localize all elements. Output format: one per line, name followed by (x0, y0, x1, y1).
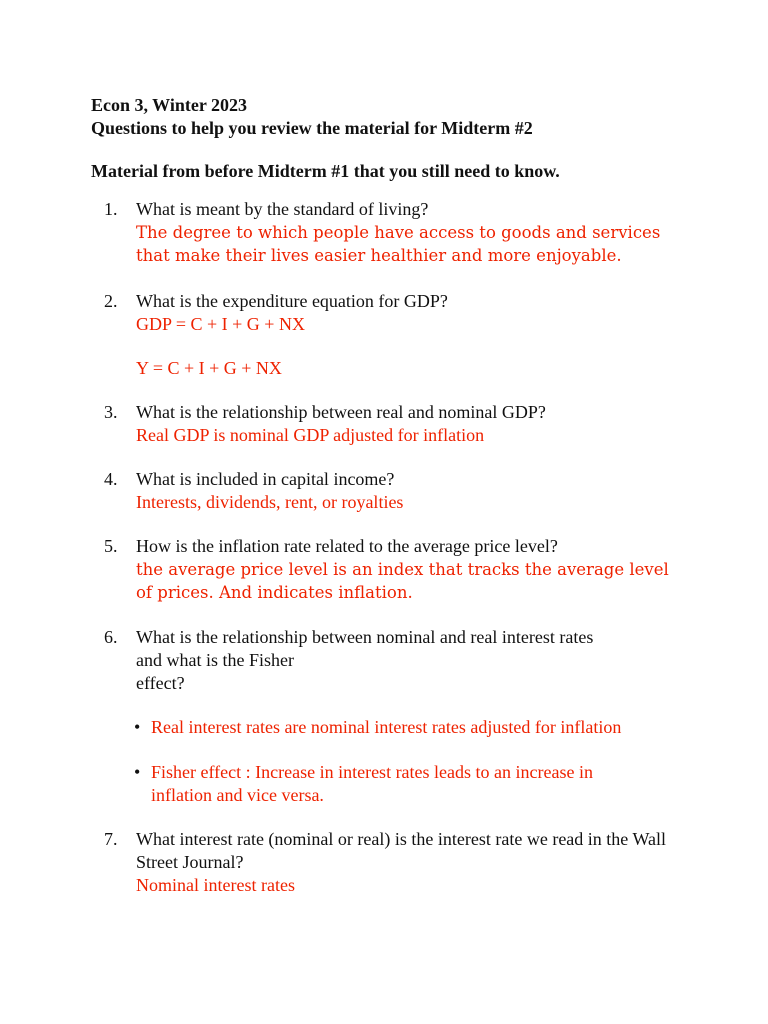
question-number: 1. (104, 199, 118, 219)
question-number: 4. (104, 469, 118, 489)
section-heading: Material from before Midterm #1 that you still need to know. (91, 161, 560, 181)
question-text: What is meant by the standard of living? (136, 199, 429, 219)
bullet-icon: • (134, 717, 141, 737)
question-text: What is the relationship between real and nominal GDP? (136, 402, 546, 422)
bullet-text: Fisher effect : Increase in interest rates leads to an increase in inflation and vice versa. (151, 762, 593, 805)
bullet-item (134, 761, 654, 807)
question-number: 7. (104, 829, 118, 849)
answer-text: Nominal interest rates (136, 875, 295, 895)
question-item (104, 468, 744, 514)
question-text: What is included in capital income? (136, 469, 395, 489)
question-item (104, 828, 744, 897)
bullet-item (134, 716, 734, 739)
question-text-line: What is the relationship between nominal and real interest rates (136, 627, 594, 647)
document-title: Econ 3, Winter 2023 (91, 95, 248, 115)
question-text-line: effect? (136, 673, 185, 693)
question-item (104, 290, 744, 380)
answer-text: Y = C + I + G + NX (136, 358, 282, 378)
question-item (104, 401, 744, 447)
document-subtitle: Questions to help you review the material for Midterm #2 (91, 118, 533, 138)
question-item (104, 626, 744, 695)
bullet-text: Real interest rates are nominal interest rates adjusted for inflation (151, 717, 622, 737)
question-text: What interest rate (nominal or real) is the interest rate we read in the Wall Street Journal? (136, 829, 666, 872)
answer-text: Interests, dividends, rent, or royalties (136, 492, 404, 512)
answer-text: The degree to which people have access to goods and services that make their lives easier healthier and more enjoyable. (136, 223, 661, 265)
question-text-line: and what is the Fisher (136, 650, 294, 670)
answer-text: Real GDP is nominal GDP adjusted for inflation (136, 425, 485, 445)
answer-text: the average price level is an index that tracks the average level of prices. And indicates inflation. (136, 560, 669, 602)
answer-text: GDP = C + I + G + NX (136, 314, 305, 334)
question-item (104, 535, 744, 604)
question-item (104, 198, 744, 267)
question-text: How is the inflation rate related to the average price level? (136, 536, 558, 556)
question-number: 6. (104, 627, 118, 647)
question-number: 5. (104, 536, 118, 556)
question-number: 2. (104, 291, 118, 311)
question-number: 3. (104, 402, 118, 422)
question-text: What is the expenditure equation for GDP? (136, 291, 448, 311)
bullet-icon: • (134, 762, 141, 782)
